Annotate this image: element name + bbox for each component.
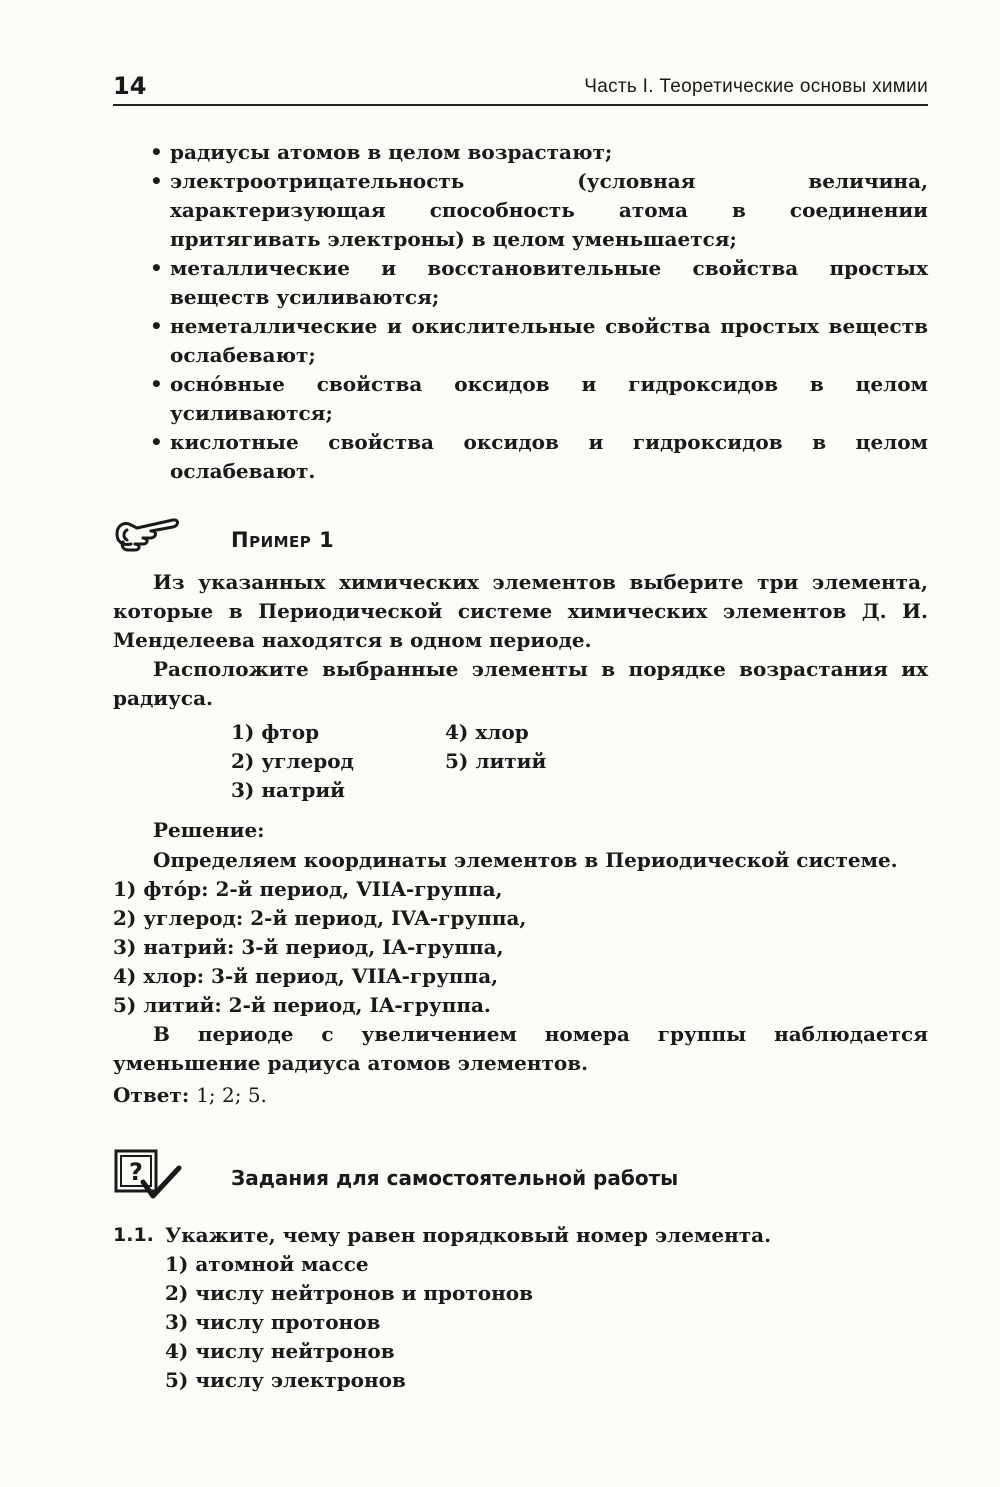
running-head: Часть I. Теоретические основы химии [584, 76, 928, 97]
tasks-title: Задания для самостоятельной работы [231, 1166, 679, 1190]
task-option: 1) атомной массе [165, 1252, 369, 1276]
example-heading [113, 512, 928, 562]
answer-value: 1; 2; 5. [196, 1083, 267, 1107]
solution-line: 2) углерод: 2-й период, IVA-группа, [113, 906, 527, 930]
solution-body [113, 846, 928, 1078]
question-check-icon [113, 1148, 183, 1202]
task-option: 5) числу электронов [165, 1368, 406, 1392]
solution-line: 5) литий: 2-й период, IA-группа. [113, 993, 491, 1017]
pointing-hand-icon [113, 512, 181, 556]
page-number: 14 [113, 72, 147, 100]
page-header [113, 70, 928, 106]
solution-conclusion: В периоде с увеличением номера группы наблюдается уменьшение радиуса атомов элементов. [113, 1022, 928, 1075]
option-item: 1) фтор [231, 720, 320, 744]
task-question: Укажите, чему равен порядковый номер элемента. [165, 1223, 772, 1247]
answer-line [113, 1081, 267, 1110]
svg-text:?: ? [129, 1158, 143, 1186]
solution-line: 1) фтóр: 2-й период, VIIA-группа, [113, 877, 503, 901]
option-item: 2) углерод [231, 749, 354, 773]
solution-line: 4) хлор: 3-й период, VIIA-группа, [113, 964, 499, 988]
list-item: • электроотрицательность (условная величина, характеризующая способность атома в соединении притягивать электроны) в целом уменьшается; [150, 169, 928, 251]
answer-label: Ответ: [113, 1083, 190, 1107]
task-options [165, 1250, 533, 1395]
example-instruction: Расположите выбранные элементы в порядке возрастания их радиуса. [113, 657, 928, 710]
example-question: Из указанных химических элементов выберите три элемента, которые в Периодической системе химических элементов Д. И. Менделеева находятся в одном периоде. [113, 570, 928, 652]
solution-intro: Определяем координаты элементов в Периодической системе. [153, 848, 898, 872]
solution-label: Решение: [153, 818, 265, 842]
list-item: • оснóвные свойства оксидов и гидроксидов в целом усиливаются; [150, 372, 928, 425]
list-item: • радиусы атомов в целом возрастают; [150, 140, 613, 164]
task-option: 4) числу нейтронов [165, 1339, 395, 1363]
task-number: 1.1. [113, 1224, 154, 1246]
tasks-heading [113, 1148, 928, 1204]
example-title: Пример 1 [231, 528, 335, 552]
option-item: 5) литий [445, 749, 547, 773]
option-item: 3) натрий [231, 778, 345, 802]
task-option: 3) числу протонов [165, 1310, 381, 1334]
properties-list [150, 138, 928, 486]
option-item: 4) хлор [445, 720, 529, 744]
task-option: 2) числу нейтронов и протонов [165, 1281, 533, 1305]
list-item: • неметаллические и окислительные свойства простых веществ ослабевают; [150, 314, 928, 367]
solution-line: 3) натрий: 3-й период, IA-группа, [113, 935, 504, 959]
list-item: • кислотные свойства оксидов и гидроксидов в целом ослабевают. [150, 430, 928, 483]
list-item: • металлические и восстановительные свойства простых веществ усиливаются; [150, 256, 928, 309]
